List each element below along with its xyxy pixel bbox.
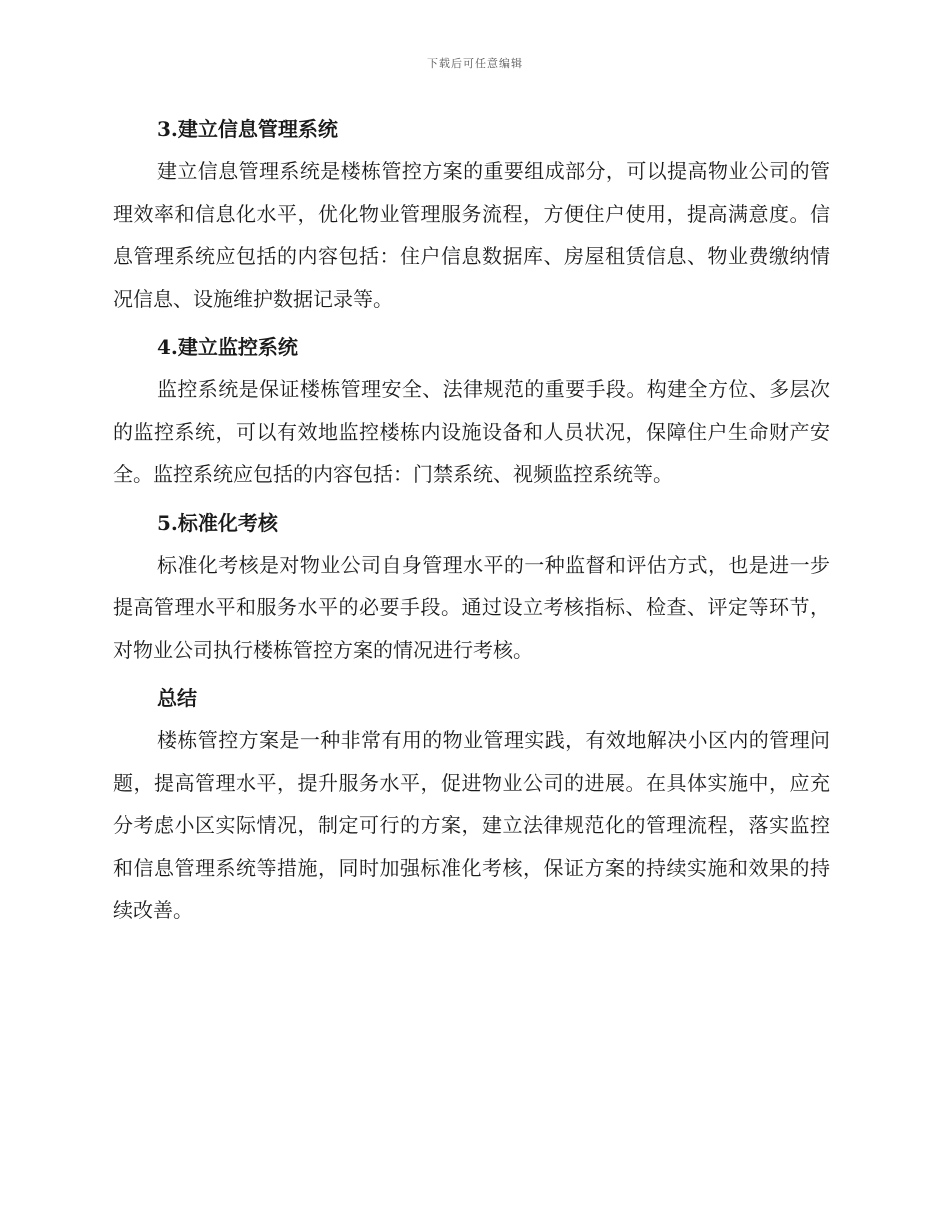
page-header: 下载后可任意编辑 [427,57,523,70]
document-body [113,108,830,938]
section-monitoring-system [113,326,830,496]
section-paragraph: 监控系统是保证楼栋管理安全、法律规范的重要手段。构建全方位、多层次的监控系统，可以有效地监控楼栋内设施设备和人员状况，保障住户生命财产安全。监控系统应包括的内容包括：门禁系统、视频监控系统等。 [113,377,830,486]
section-heading: 5.标准化考核 [157,510,278,535]
section-heading: 3.建立信息管理系统 [157,117,338,141]
section-summary [113,677,830,932]
section-heading: 4.建立监控系统 [157,335,298,359]
section-paragraph: 楼栋管控方案是一种非常有用的物业管理实践，有效地解决小区内的管理问题，提高管理水平，提升服务水平，促进物业公司的进展。在具体实施中，应充分考虑小区实际情况，制定可行的方案，建立法律规范化的管理流程，落实监控和信息管理系统等措施，同时加强标准化考核，保证方案的持续实施和效果的持续改善。 [113,728,830,922]
section-paragraph: 标准化考核是对物业公司自身管理水平的一种监督和评估方式，也是进一步提高管理水平和服务水平的必要手段。通过设立考核指标、检查、评定等环节，对物业公司执行楼栋管控方案的情况进行考核。 [113,552,830,662]
section-heading: 总结 [157,686,197,710]
section-information-system [113,108,830,320]
section-standardized-assessment [113,502,830,672]
section-paragraph: 建立信息管理系统是楼栋管控方案的重要组成部分，可以提高物业公司的管理效率和信息化水平，优化物业管理服务流程，方便住户使用，提高满意度。信息管理系统应包括的内容包括：住户信息数据库、房屋租赁信息、物业费缴纳情况信息、设施维护数据记录等。 [113,159,830,311]
